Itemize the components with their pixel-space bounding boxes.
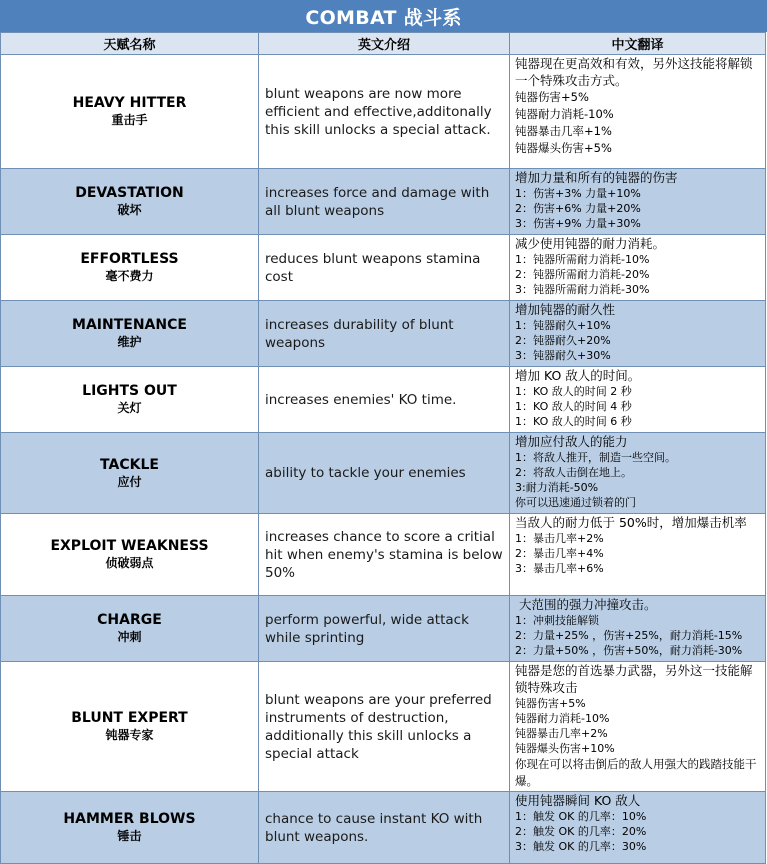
talent-desc: ability to tackle your enemies [265, 465, 466, 481]
cn-line: 1：伤害+3% 力量+10% [515, 187, 641, 200]
cn-main: 钝器现在更高效和有效，另外这技能将解锁一个特殊攻击方式。 [515, 56, 753, 88]
talent-name-en: DEVASTATION [75, 185, 184, 201]
talent-name-en: BLUNT EXPERT [71, 710, 188, 726]
cn-line: 1：钝器所需耐力消耗-10% [515, 253, 650, 266]
talent-name-cell [1, 169, 259, 235]
talent-name-en: TACKLE [100, 456, 159, 473]
table-row [1, 367, 766, 433]
cn-main: 增加 KO 敌人的时间。 [515, 368, 641, 383]
talent-cn-cell [510, 55, 766, 169]
table-row [1, 433, 766, 514]
cn-line: 1：KO 敌人的时间 4 秒 [515, 400, 632, 413]
table-row [1, 662, 766, 792]
talent-name-en: CHARGE [97, 612, 162, 628]
cn-line: 3：钝器所需耐力消耗-30% [515, 283, 650, 296]
cn-line: 2：伤害+6% 力量+20% [515, 202, 641, 215]
talent-cn-cell [510, 514, 766, 596]
cn-main: 减少使用钝器的耐力消耗。 [515, 236, 666, 251]
table-row [1, 169, 766, 235]
talent-name-cell [1, 367, 259, 433]
talent-name-cell [1, 55, 259, 169]
talent-name-en: EXPLOIT WEAKNESS [50, 538, 209, 554]
cn-line: 1：KO 敌人的时间 2 秒 [515, 385, 632, 398]
table-row [1, 792, 766, 864]
talent-name-cell [1, 301, 259, 367]
talent-desc: perform powerful, wide attack while sprinting [265, 611, 469, 646]
talent-desc-cell [259, 792, 510, 864]
talent-desc: increases durability of blunt weapons [265, 316, 454, 351]
cn-main: 增加应付敌人的能力 [515, 434, 628, 449]
cn-line: 3：伤害+9% 力量+30% [515, 217, 641, 230]
talent-name-cell [1, 662, 259, 792]
talent-cn-cell [510, 301, 766, 367]
header-chinese: 中文翻译 [510, 33, 766, 55]
talent-name-cell [1, 433, 259, 514]
cn-line: 你可以迅速通过锁着的门 [515, 496, 636, 509]
header-talent-name: 天赋名称 [1, 33, 259, 55]
cn-line: 1：暴击几率+2% [515, 532, 604, 545]
header-row [1, 33, 766, 55]
talent-desc: chance to cause instant KO with blunt weapons. [265, 810, 483, 845]
talent-name-zh: 破坏 [117, 203, 142, 217]
talent-cn-cell [510, 596, 766, 662]
talent-name-cell [1, 596, 259, 662]
talent-name-en: EFFORTLESS [80, 251, 179, 267]
cn-main: 钝器是您的首选暴力武器，另外这一技能解锁特殊攻击 [515, 663, 753, 695]
talent-desc-cell [259, 433, 510, 514]
cn-line: 钝器爆头伤害+10% [515, 742, 615, 755]
cn-line: 钝器爆头伤害+5% [515, 141, 612, 155]
talent-cn-cell [510, 433, 766, 514]
table-row [1, 596, 766, 662]
talent-table [0, 32, 766, 864]
cn-line: 钝器暴击几率+2% [515, 727, 608, 740]
talent-desc-cell [259, 367, 510, 433]
cn-line: 钝器伤害+5% [515, 697, 586, 710]
cn-line: 钝器伤害+5% [515, 90, 589, 104]
table-row [1, 514, 766, 596]
talent-name-zh: 冲刺 [117, 630, 142, 644]
cn-main: 大范围的强力冲撞攻击。 [515, 597, 657, 612]
talent-name-zh: 锤击 [117, 829, 142, 843]
cn-line: 3:耐力消耗-50% [515, 481, 599, 494]
cn-line: 1：触发 OK 的几率：10% [515, 810, 647, 823]
talent-desc: reduces blunt weapons stamina cost [265, 250, 481, 285]
talent-name-zh: 关灯 [117, 401, 142, 415]
table-row [1, 55, 766, 169]
cn-line: 1：将敌人推开，制造一些空间。 [515, 451, 676, 464]
talent-name-en: HAMMER BLOWS [63, 811, 196, 827]
talent-desc-cell [259, 596, 510, 662]
talent-cn-cell [510, 169, 766, 235]
talent-cn-cell [510, 235, 766, 301]
header-english: 英文介绍 [259, 33, 510, 55]
cn-line: 钝器耐力消耗-10% [515, 107, 614, 121]
talent-desc: increases enemies' KO time. [265, 391, 457, 408]
cn-line: 2：触发 OK 的几率：20% [515, 825, 647, 838]
cn-line: 钝器暴击几率+1% [515, 124, 612, 138]
cn-line: 2：钝器耐久+20% [515, 334, 611, 347]
cn-line: 2：力量+50% ，伤害+50%，耐力消耗-30% [515, 644, 743, 657]
cn-main: 使用钝器瞬间 KO 敌人 [515, 793, 641, 808]
table-row [1, 301, 766, 367]
cn-line: 3：触发 OK 的几率：30% [515, 840, 647, 853]
talent-name-en: LIGHTS OUT [82, 383, 177, 399]
talent-name-zh: 侦破弱点 [105, 556, 154, 570]
talent-desc: blunt weapons are your preferred instruments of destruction, additionally this skill unlocks a special attack [265, 691, 492, 762]
talent-desc-cell [259, 169, 510, 235]
talent-desc-cell [259, 514, 510, 596]
talent-name-zh: 重击手 [111, 113, 148, 127]
cn-note: 你现在可以将击倒后的敌人用强大的践踏技能干爆。 [515, 757, 757, 788]
talent-desc: increases chance to score a critial hit when enemy's stamina is below 50% [265, 528, 503, 581]
talent-desc: blunt weapons are now more efficient and effective,additonally this skill unlocks a special attack. [265, 85, 492, 138]
cn-line: 3：钝器耐久+30% [515, 349, 611, 362]
cn-line: 1：KO 敌人的时间 6 秒 [515, 415, 632, 428]
talent-cn-cell [510, 367, 766, 433]
talent-name-zh: 钝器专家 [105, 728, 154, 742]
talent-name-cell [1, 792, 259, 864]
table-row [1, 235, 766, 301]
cn-line: 1：钝器耐久+10% [515, 319, 611, 332]
talent-name-cell [1, 514, 259, 596]
cn-line: 1：冲刺技能解锁 [515, 614, 599, 627]
cn-line: 钝器耐力消耗-10% [515, 712, 610, 725]
talent-name-cell [1, 235, 259, 301]
talent-desc-cell [259, 55, 510, 169]
talent-name-en: HEAVY HITTER [72, 95, 187, 111]
talent-name-zh: 毫不费力 [105, 269, 154, 283]
cn-main: 当敌人的耐力低于 50%时，增加爆击机率 [515, 515, 747, 530]
talent-desc-cell [259, 662, 510, 792]
cn-line: 2：力量+25% ，伤害+25%，耐力消耗-15% [515, 629, 743, 642]
talent-desc-cell [259, 301, 510, 367]
talent-name-zh: 维护 [117, 335, 142, 349]
cn-line: 3：暴击几率+6% [515, 562, 604, 575]
talent-name-en: MAINTENANCE [72, 317, 187, 333]
cn-line: 2：钝器所需耐力消耗-20% [515, 268, 650, 281]
talent-cn-cell [510, 662, 766, 792]
cn-main: 增加钝器的耐久性 [515, 302, 616, 317]
cn-line: 2：暴击几率+4% [515, 547, 604, 560]
talent-desc: increases force and damage with all blunt weapons [265, 184, 490, 219]
sheet-title: COMBAT 战斗系 [0, 0, 767, 32]
talent-name-zh: 应付 [117, 474, 142, 489]
cn-main: 增加力量和所有的钝器的伤害 [515, 170, 678, 185]
talent-desc-cell [259, 235, 510, 301]
talent-cn-cell [510, 792, 766, 864]
cn-line: 2：将敌人击倒在地上。 [515, 466, 632, 479]
